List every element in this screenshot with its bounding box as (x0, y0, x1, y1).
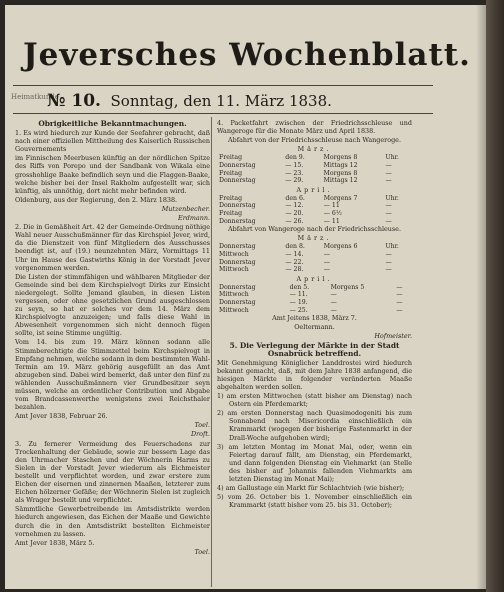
column-divider (211, 117, 212, 587)
schedule-table-4 (217, 284, 412, 314)
table-row: Mittwoch — 11. — — (219, 291, 403, 299)
schedule-table-3 (217, 243, 412, 273)
schedule-table-2 (217, 195, 412, 225)
table-row: Donnerstag — 15. Mittags 12 — (219, 161, 392, 169)
table-row: Donnerstag den 5. Morgens 5 — (219, 283, 403, 291)
table-row: Freitag — 23. Morgens 8 — (219, 169, 392, 177)
book-spine (486, 0, 504, 592)
notice-5-intro: Mit Genehmigung Königlicher Landdrostei wird hiedurch bekannt gemacht, daß, mit dem Jahre 1838 anfangend, die hiesigen Märkte in folgender veränderten Maaße abgehalten werden sollen. (217, 358, 412, 391)
month-april-2: April. (296, 274, 333, 283)
notice-2-dateline: Amt Jever 1838, Februar 26. (15, 412, 108, 421)
list-item: 4) am Gallustage ein Markt für Schlachtvieh (wie bisher); (217, 484, 405, 493)
issue-line (47, 91, 407, 111)
notice-1-signature-2: Erdmann. (178, 214, 210, 223)
notice-4-dateline: Amt Jeitens 1838, März 7. (272, 314, 357, 323)
right-column (217, 119, 412, 510)
table-row: Donnerstag den 8. Morgens 6 Uhr. (219, 243, 399, 251)
masthead-rule (13, 85, 433, 86)
table-row: Freitag — 20. — 6½ — (219, 210, 392, 218)
issue-number: № 10. (47, 91, 101, 111)
notice-4-signature-2: Hofmeister. (374, 332, 412, 341)
table-row: Mittwoch — 14. — — (219, 251, 392, 258)
notice-3-signature-head: Droft. (191, 430, 210, 439)
issue-date: Sonntag, den 11. März 1838. (110, 92, 332, 110)
notice-5-heading: 5. Die Verlegung der Märkte in der Stadt Osnabrück betreffend. (229, 340, 400, 358)
market-list (217, 392, 412, 509)
notice-1-body: im Finnischen Meerbusen künftig an der nördlichen Spitze des Riffs von Porepo und der Sandbank von Wikala eine grosshohlige Baake befindlich seyn und die Flaggen-Baake, welche bisher bei der Insel Rakholm aufgestellt war, sich künftig, als unnöthig, dort nicht mehr befinden wird. (15, 154, 210, 195)
table-row: Freitag den 9. Morgens 8 Uhr. (219, 154, 399, 162)
table-row: Donnerstag — 29. Mittags 12 — (219, 177, 392, 185)
departure-heading-2: Abfahrt von Wangeroge nach der Friedrichsschleuse. (228, 225, 401, 234)
month-march-1: März. (297, 145, 332, 154)
departure-heading-1: Abfahrt von der Friedrichsschleuse nach Wangeroge. (228, 136, 401, 145)
table-row: Freitag den 6. Morgens 7 Uhr. (219, 194, 399, 202)
notice-2-body: 2. Die in Gemäßheit Art. 42 der Gemeinde-Ordnung nöthige Wahl neuer Ausschußmänner für das Kirchspiel Jever, wird, da die Dienstzeit von fünf Mitgliedern des Ausschusses beendigt ist, auf (19.) neunzehnten März, Vormittags 11 Uhr im Hause des Gastwirths König in der Vorstadt Jever vorgenommen werden. (15, 223, 210, 272)
list-item: 2) am ersten Donnerstag nach Quasimodogeniti bis zum Sonnabend nach Misericordia einschließlich ein Krammarkt (wogegen der bisherige Fastenmarkt in der Drall-Woche aufgehoben wird); (217, 409, 412, 442)
notice-4-heading: 4. Packetfahrt zwischen der Friedrichsschleuse und Wangeroge für die Monate März und April 1838. (217, 119, 412, 136)
newspaper-page (5, 5, 486, 589)
notice-2-signature: Toel. (194, 421, 210, 430)
notice-2-lists: Die Listen der stimmfähigen und wählbaren Mitglieder der Gemeinde sind bei dem Kirchspielvogt Dirks zur Einsicht niedergelegt. Sollte Jemand glauben, in diesen Listen vergessen, oder ohne gesetzlichen Grund ausgeschlossen zu seyn, so hat er solches vor dem 14. März dem Kirchspielvogte anzuzeigen; und falls diese Wahl in Abwesenheit vorgenommen sich nicht dennoch fügen sollte, ist seine Stimme ungültig. (15, 272, 210, 338)
section-heading: Obrigkeitliche Bekanntmachungen. (38, 119, 187, 128)
table-row: Mittwoch — 25. — — (219, 306, 403, 314)
notice-1-signature: Mutzenbecher. (161, 204, 210, 213)
notice-2-voting: Vom 14. bis zum 19. März können sodann alle Stimmberechtigte die Stimmzettel beim Kirchspielvogt in Empfang nehmen, welche sodann in dem bestimmten Wahl-Termin am 19. März gehörig ausgefüllt an das Amt abzugeben sind. Dabei wird bemerkt, daß unter den fünf zu wählenden Ausschußmännern vier Grundbesitzer seyn müssen, welche an ordentlicher Contribution und Abgabe vom Brandcassenwerthe wenigstens zwei Reichsthaler bezahlen. (15, 338, 210, 412)
table-row: Donnerstag — 22. — — (219, 258, 392, 266)
library-stamp: Heimatkunde (11, 93, 59, 101)
list-item: 3) am letzten Montag im Monat Mai, oder, wenn ein Feiertag darauf fällt, am Dienstag, ein Pferdemarkt, und dann folgenden Dienstag ein Viehmarkt (an Stelle des bisher auf Johannis fallenden Viehmarkts am letzten Dienstag im Monat Mai); (217, 442, 412, 484)
masthead-title: Jeversches Wochenblatt. (23, 37, 471, 73)
notice-3-dateline: Amt Jever 1838, März 5. (15, 538, 95, 547)
notice-1-intro: 1. Es wird hiedurch zur Kunde der Seefahrer gebracht, daß nach einer offiziellen Mittheilung des Kaiserlich Russischen Gouvernements (15, 129, 210, 154)
list-item: 1) am ersten Mittwochen (statt bisher am Dienstag) nach Ostern ein Pferdemarkt; (217, 392, 412, 409)
notice-1-dateline: Oldenburg, aus der Regierung, den 2. März 1838. (15, 195, 178, 204)
month-april-1: April. (296, 185, 333, 194)
issue-rule (13, 113, 433, 114)
schedule-table-1 (217, 154, 412, 184)
table-row: Mittwoch — 28. — — (219, 266, 392, 274)
list-item: 5) vom 26. October bis 1. November einschließlich ein Krammarkt (statt bisher vom 25. bis 31. October); (217, 493, 412, 510)
table-row: Donnerstag — 26. — 11 — (219, 217, 392, 225)
notice-3-instruction: Sämmtliche Gewerbetreibende im Amtsdistrikte werden hiedurch angewiesen, das Eichen der Maaße und Gewichte durch die in den Amtsdistrikt bestellten Eichmeister vornehmen zu lassen. (15, 505, 210, 538)
left-column (15, 119, 210, 557)
notice-3-signature: Toel. (194, 547, 210, 556)
notice-3-body: 3. Zu fernerer Vermeidung des Feuerschadens zur Trockenhaltung der Gebäude, sowie zur bessern Lage das den Uhrmacher Staschen und der Wöchnerin Harms zu Sielen in der Vorstadt Jever wiederum als Eichmeister bestellt und verpflichtet worden, und zwar erstere zum Eichen der eisernen und zinnernen Maaßen, letzterer zum Eichen hölzerner Gefäße; der Wöchnerin Sielen ist zugleich als Wrager bestellt und verpflichtet. (15, 439, 210, 505)
month-march-2: März. (297, 234, 332, 243)
notice-4-signature: Oeltermann. (294, 323, 335, 332)
table-row: Donnerstag — 12. — 11 — (219, 202, 392, 210)
table-row: Donnerstag — 19. — — (219, 299, 403, 307)
